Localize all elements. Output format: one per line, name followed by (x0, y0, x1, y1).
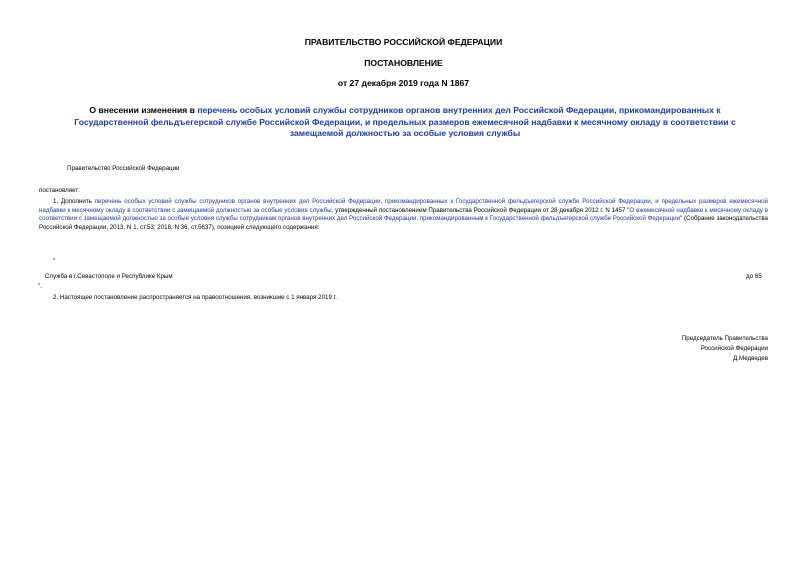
paragraph-2: 2. Настоящее постановление распространяется на правоотношения, возникшие с 1 января 2019 г. (53, 294, 337, 301)
p1-end: " (Собрание законодательства Российской Федерации, 2013, N 1, ст.53; 2018, N 36, ст.5637), позицией следующего содержания: (39, 215, 769, 231)
decrees-line: постановляет: (39, 187, 80, 194)
quote-open: " (53, 258, 56, 265)
signature-country: Российской Федерации (700, 345, 768, 352)
paragraph-1 (39, 198, 768, 232)
title-prefix: О внесении изменения в (89, 105, 198, 115)
p1-number: 1. Дополнить (53, 198, 95, 205)
title-link[interactable]: перечень особых условий службы сотрудников органов внутренних дел Российской Федерации, прикомандированных к Государственной фельдъегерской службе Российской Федерации, и предельных размеров ежемесячной надбавки к месячному окладу в соответствии с замещаемой должностью за особые условия службы (74, 105, 736, 138)
header-government: ПРАВИТЕЛЬСТВО РОССИЙСКОЙ ФЕДЕРАЦИИ (304, 37, 503, 47)
p1-link-list[interactable]: перечень особых условий службы сотрудников органов внутренних дел Российской Федерации, прикомандированных к Государственной фельдъегерской службе Российской Федерации, и предельных размеров ежемесячной надбавки к месячному окладу в соответствии с замещаемой должностью за особые условия службы (39, 198, 768, 214)
p1-middle: , утвержденный постановлением Правительства Российской Федерации от 28 декабря 2012 г. N 1457 " (331, 206, 630, 214)
signature-title: Председатель Правительства (681, 335, 768, 342)
header-date-number: от 27 декабря 2019 года N 1867 (337, 78, 470, 88)
row-label: Служба в г.Севастополе и Республике Крым (45, 273, 173, 280)
document-title (55, 105, 755, 140)
signature-name: Д.Медведев (733, 355, 768, 362)
row-value: до 65 (746, 273, 762, 280)
government-line: Правительство Российской Федерации (67, 165, 180, 172)
p1-link-decree[interactable]: О ежемесячной надбавке к месячному окладу в соответствии с замещаемой должностью за особые условия службы сотрудникам органов внутренних дел Российской Федерации, прикомандированным к Государственной фельдъегерской службе Российской Федерации (39, 206, 768, 223)
quote-close: ". (38, 283, 42, 290)
header-doc-type: ПОСТАНОВЛЕНИЕ (364, 58, 443, 68)
